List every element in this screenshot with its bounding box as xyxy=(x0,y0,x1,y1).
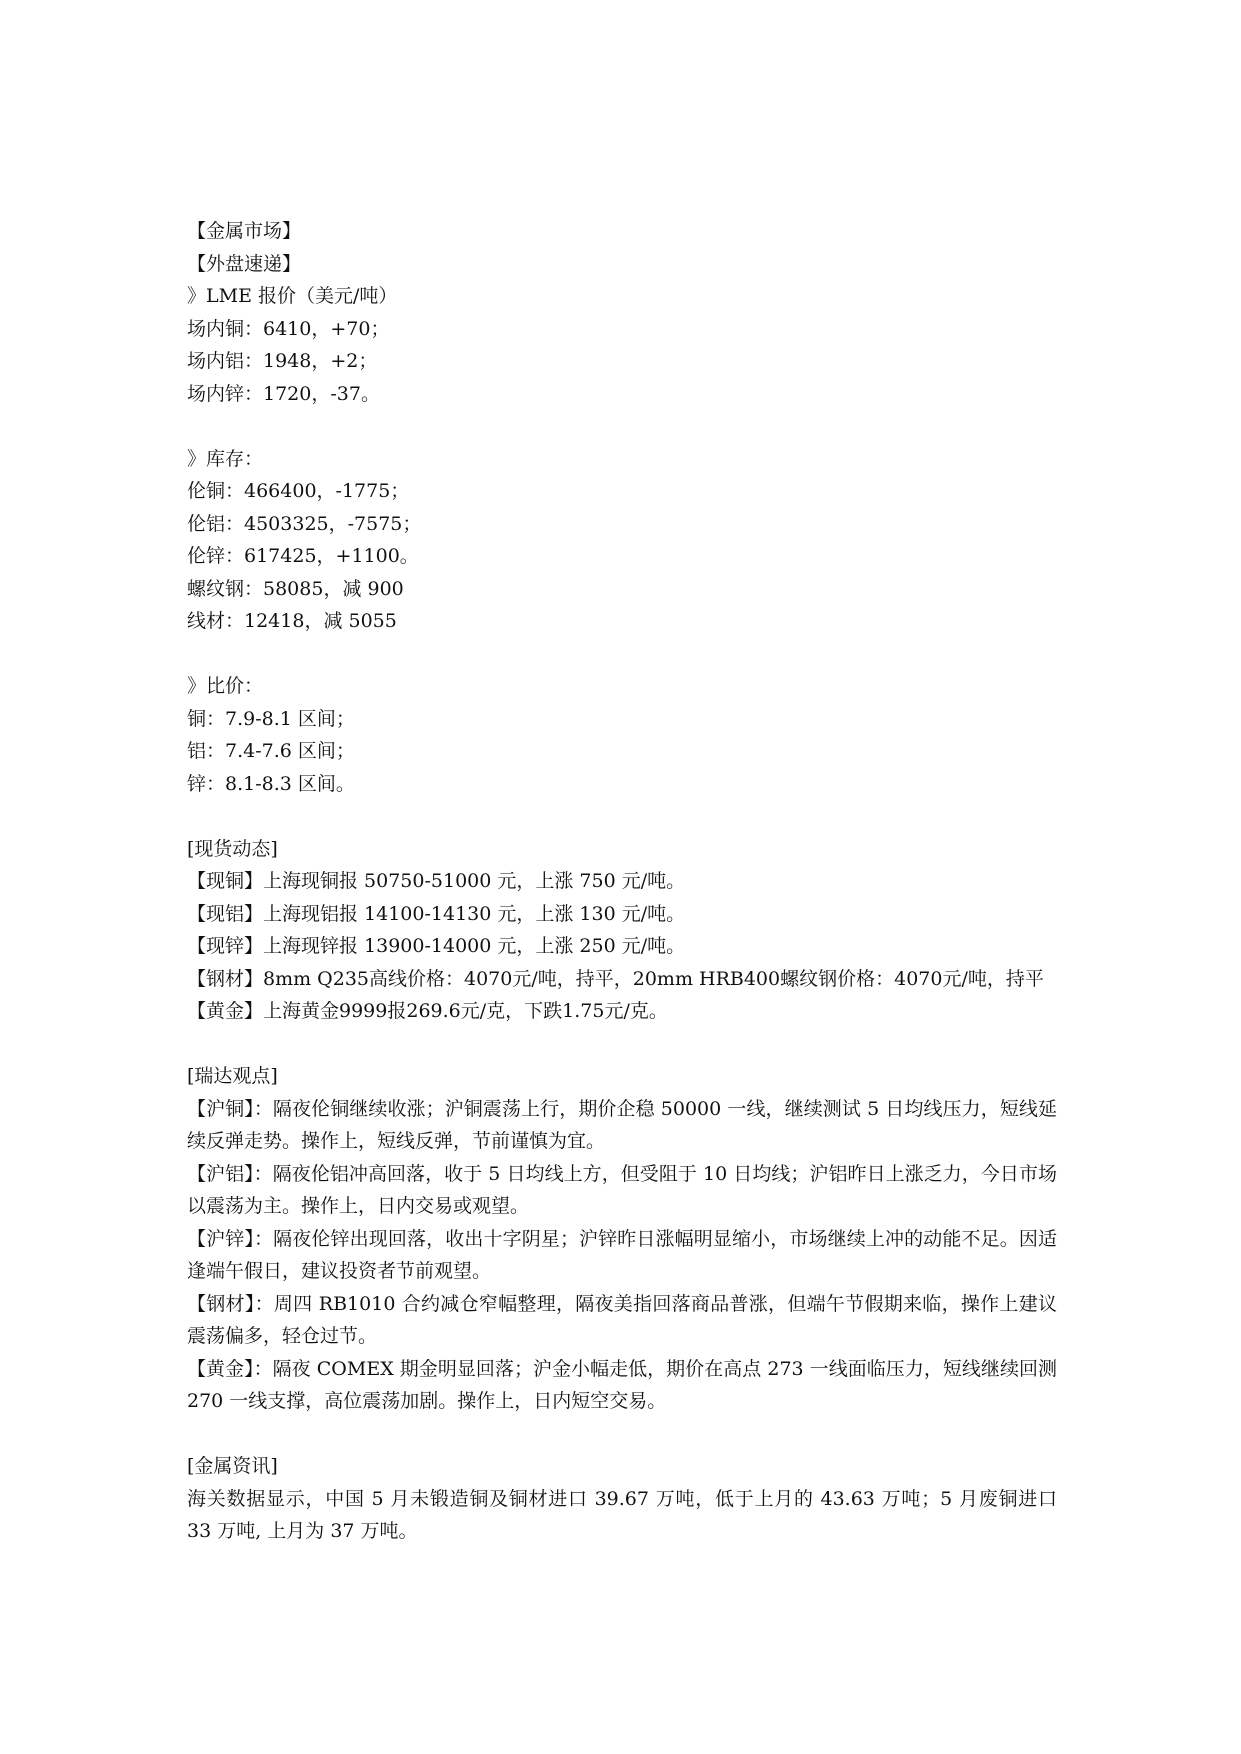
view-copper: 【沪铜】：隔夜伦铜继续收涨；沪铜震荡上行，期价企稳 50000 一线，继续测试 5 日均线压力，短线延续反弹走势。操作上，短线反弹，节前谨慎为宜。 xyxy=(187,1097,1057,1152)
lme-price-aluminum: 场内铝：1948，+2； xyxy=(187,350,378,372)
inventory-copper: 伦铜：466400，-1775； xyxy=(187,480,410,502)
spot-steel: 【钢材】8mm Q235高线价格：4070元/吨，持平，20mm HRB400螺纹钢价格：4070元/吨，持平 xyxy=(187,967,1044,990)
inventory-wire-rod: 线材：12418，减 5055 xyxy=(187,610,397,632)
blank-line xyxy=(187,638,1057,671)
news-text: 海关数据显示，中国 5 月未锻造铜及铜材进口 39.67 万吨，低于上月的 43.63 万吨；5 月废铜进口 33 万吨, 上月为 37 万吨。 xyxy=(187,1487,1057,1542)
ratio-heading: 》比价： xyxy=(187,675,264,697)
section-title-metal-market: 【金属市场】 xyxy=(187,220,302,242)
blank-line xyxy=(187,800,1057,833)
inventory-heading: 》库存： xyxy=(187,447,264,470)
blank-line xyxy=(187,1418,1057,1451)
view-zinc: 【沪锌】：隔夜伦锌出现回落，收出十字阴星；沪锌昨日涨幅明显缩小，市场继续上冲的动能不足。因适逢端午假日，建议投资者节前观望。 xyxy=(187,1227,1057,1282)
blank-line xyxy=(187,410,1057,443)
lme-heading: 》LME 报价（美元/吨） xyxy=(187,285,398,307)
ratio-zinc: 锌：8.1-8.3 区间。 xyxy=(187,772,355,795)
spot-zinc: 【现锌】上海现锌报 13900-14000 元，上涨 250 元/吨。 xyxy=(187,935,686,957)
blank-line xyxy=(187,1028,1057,1061)
inventory-rebar: 螺纹钢：58085，减 900 xyxy=(187,577,404,600)
section-title-views: [瑞达观点] xyxy=(187,1065,278,1087)
inventory-zinc: 伦锌：617425，+1100。 xyxy=(187,545,419,567)
section-title-news: [金属资讯] xyxy=(187,1455,278,1477)
lme-price-zinc: 场内锌：1720，-37。 xyxy=(187,382,380,405)
view-aluminum: 【沪铝】：隔夜伦铝冲高回落，收于 5 日均线上方，但受阻于 10 日均线；沪铝昨日上涨乏力，今日市场以震荡为主。操作上，日内交易或观望。 xyxy=(187,1162,1057,1217)
view-gold: 【黄金】：隔夜 COMEX 期金明显回落；沪金小幅走低，期价在高点 273 一线面临压力，短线继续回测 270 一线支撑，高位震荡加剧。操作上，日内短空交易。 xyxy=(187,1357,1057,1412)
ratio-aluminum: 铝：7.4-7.6 区间； xyxy=(187,740,355,762)
view-steel: 【钢材】：周四 RB1010 合约减仓窄幅整理，隔夜美指回落商品普涨，但端午节假期来临，操作上建议震荡偏多，轻仓过节。 xyxy=(187,1292,1057,1347)
section-title-overseas: 【外盘速递】 xyxy=(187,252,302,275)
spot-aluminum: 【现铝】上海现铝报 14100-14130 元，上涨 130 元/吨。 xyxy=(187,902,686,925)
inventory-aluminum: 伦铝：4503325，-7575； xyxy=(187,512,422,535)
lme-price-copper: 场内铜：6410，+70； xyxy=(187,317,390,340)
document-body xyxy=(187,215,1057,1548)
ratio-copper: 铜：7.9-8.1 区间； xyxy=(187,707,355,730)
spot-copper: 【现铜】上海现铜报 50750-51000 元，上涨 750 元/吨。 xyxy=(187,870,686,892)
section-title-spot: [现货动态] xyxy=(187,837,278,860)
spot-gold: 【黄金】上海黄金9999报269.6元/克，下跌1.75元/克。 xyxy=(187,1000,668,1022)
